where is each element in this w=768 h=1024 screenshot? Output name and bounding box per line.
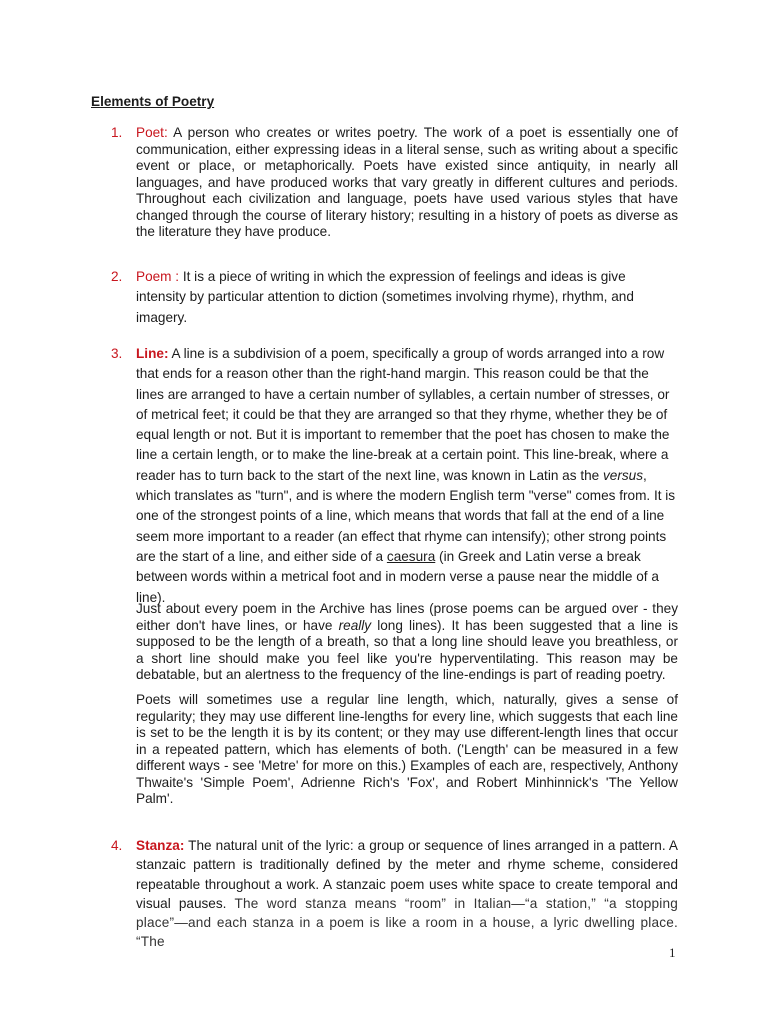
definition-poem: It is a piece of writing in which the expression of feelings and ideas is give intensity by particular attention to diction (sometimes involving rhyme), rhythm, and imagery. — [136, 269, 634, 325]
definition-line-part-3: (in Greek and Latin verse a break between words within a metrical foot and in modern verse a pause near the middle of a line). — [136, 548, 659, 605]
term-line: Line: — [136, 346, 169, 361]
item-number: 2. — [111, 269, 123, 284]
term-stanza: Stanza: — [136, 838, 185, 853]
versus-word: versus — [603, 467, 644, 483]
list-item-poet — [111, 125, 678, 241]
term-poet: Poet: — [136, 125, 168, 140]
item-number: 4. — [111, 838, 123, 853]
list-item-poem — [111, 267, 678, 328]
line-paragraph-2 — [136, 601, 678, 684]
definition-stanza: The natural unit of the lyric: a group or sequence of lines arranged in a pattern. A stanzaic pattern is traditionally defined by the meter and rhyme scheme, considered repeatable throughout a work. A stanzaic poem uses white space to create temporal and visual pauses. — [136, 838, 678, 911]
item-number: 1. — [111, 125, 123, 140]
definition-stanza-tail: The word stanza means “room” in Italian—“a station,” “a stopping place”—and each stanza in a poem is like a room in a house, a lyric dwelling place. “The — [136, 895, 678, 950]
definition-line-part-2: , which translates as "turn", and is where the modern English term "verse" comes from. It is one of the strongest points of a line, which means that words that fall at the end of a line seem more important to a reader (an effect that rhyme can intensify); other strong points are the start of a line, and either side of a — [136, 467, 676, 564]
really-word: really — [338, 617, 372, 633]
definition-poet: A person who creates or writes poetry. The work of a poet is essentially one of communication, either expressing ideas in a literal sense, such as writing about a specific event or place, or metaphorically. Poets have existed since antiquity, in nearly all languages, and have produced works that vary greatly in different cultures and periods. Throughout each civilization and language, poets have used various styles that have changed through the course of literary history; resulting in a history of poets as diverse as the literature they have produce. — [136, 125, 678, 239]
definition-line-part-1: A line is a subdivision of a poem, specifically a group of words arranged into a row that ends for a reason other than the right-hand margin. This reason could be that the lines are arranged to have a certain number of syllables, a certain number of stresses, or of metrical feet; it could be that they are arranged so that they rhyme, whether they be of equal length or not. But it is important to remember that the poet has chosen to make the line a certain length, or to make the line-break at a certain point. This line-break, where a reader has to turn back to the start of the next line, was known in Latin as the — [136, 346, 670, 483]
paragraph-text: Poets will sometimes use a regular line length, which, naturally, gives a sense of regularity; they may use different line-lengths for every line, which suggests that each line is set to be the length it is by its content; or they may use different-length lines that occur in a repeated pattern, which has elements of both. ('Length' can be measured in a few different ways - see 'Metre' for more on this.) Examples of each are, respectively, Anthony Thwaite's 'Simple Poem', Adrienne Rich's 'Fox', and Robert Minhinnick's 'The Yellow Palm'. — [136, 692, 678, 806]
paragraph-text-b: long lines). It has been suggested that a line is supposed to be the length of a breath, so that a long line should leave you breathless, or a short line should make you feel like you're hyperventilating. This reason may be debatable, but an alertness to the frequency of the line-endings is part of reading poetry. — [136, 617, 678, 682]
list-item-line — [111, 344, 678, 608]
line-paragraph-3 — [136, 692, 678, 808]
list-item-stanza — [111, 836, 678, 952]
term-poem: Poem : — [136, 269, 180, 284]
page-number: 1 — [669, 945, 676, 960]
page-title: Elements of Poetry — [91, 94, 215, 109]
caesura-term: caesura — [386, 548, 436, 564]
item-number: 3. — [111, 346, 123, 361]
paragraph-text-a: Just about every poem in the Archive has lines (prose poems can be argued over - they either don't have lines, or have — [136, 601, 678, 633]
